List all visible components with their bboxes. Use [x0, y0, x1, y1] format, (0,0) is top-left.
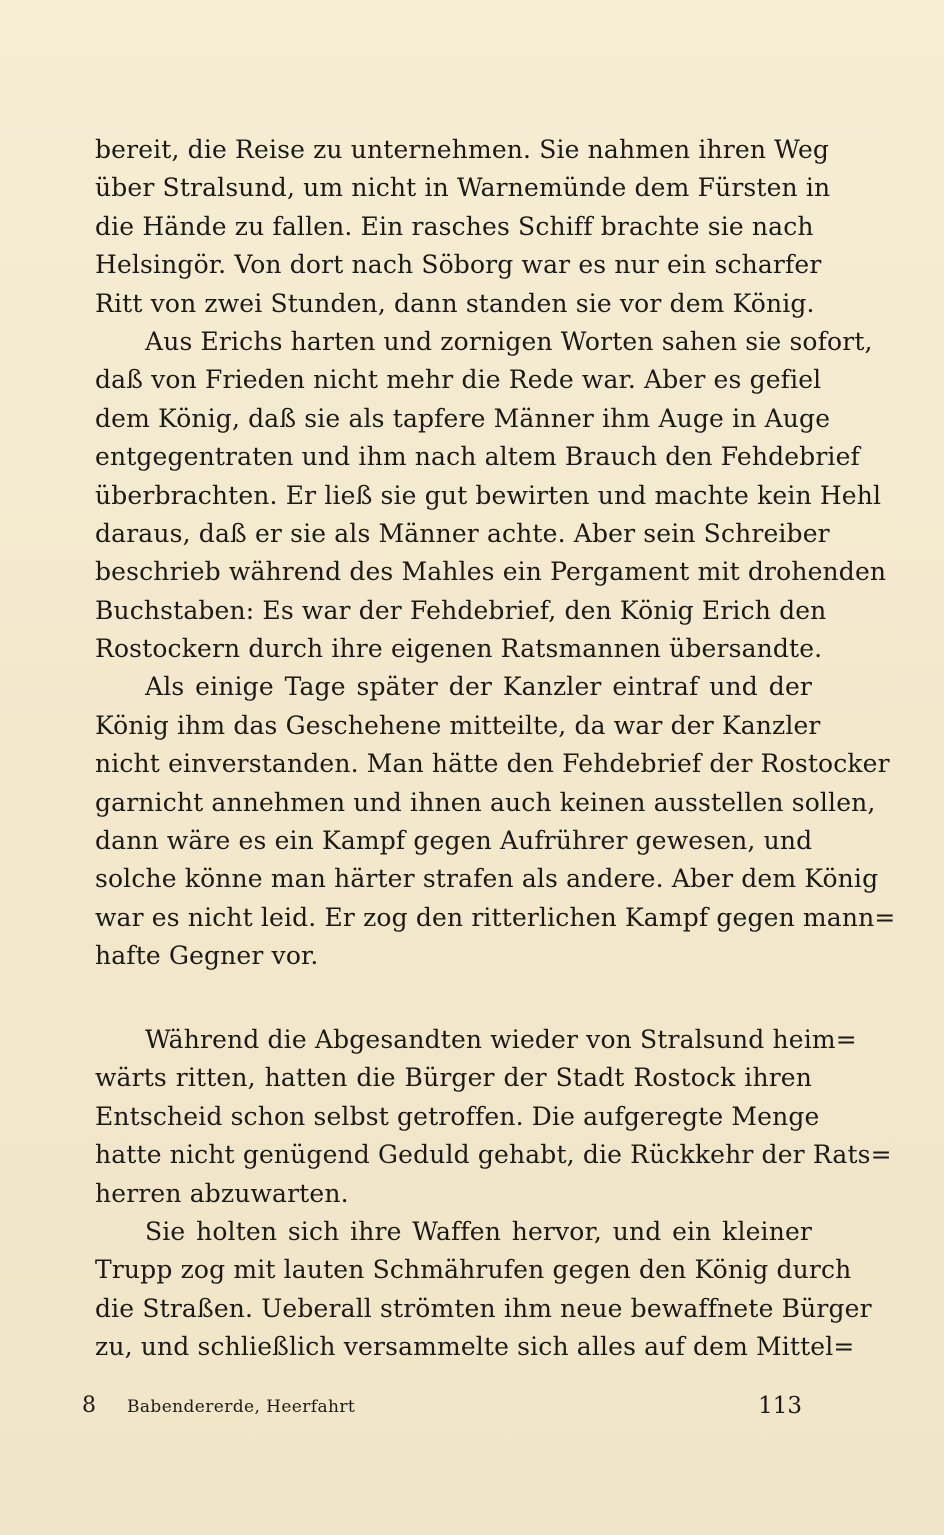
text-line: König ihm das Geschehene mitteilte, da war der Kanzler [95, 710, 821, 740]
text-line: solche könne man härter strafen als andere. Aber dem König [95, 864, 879, 894]
text-line: die Hände zu fallen. Ein rasches Schiff brachte sie nach [95, 211, 814, 241]
text-line: Aus Erichs harten und zornigen Worten sahen sie sofort, [145, 326, 873, 356]
text-line: Als einige Tage später der Kanzler eintraf und der [145, 672, 812, 702]
page-footer [82, 1391, 802, 1421]
text-line: daraus, daß er sie als Männer achte. Aber sein Schreiber [95, 518, 830, 548]
text-line: war es nicht leid. Er zog den ritterlichen Kampf gegen mann= [95, 902, 896, 932]
text-line: die Straßen. Ueberall strömten ihm neue bewaffnete Bürger [95, 1293, 872, 1323]
text-line: garnicht annehmen und ihnen auch keinen ausstellen sollen, [95, 787, 876, 817]
text-line: Trupp zog mit lauten Schmährufen gegen den König durch [95, 1255, 852, 1285]
text-line: herren abzuwarten. [95, 1178, 349, 1208]
text-line: dann wäre es ein Kampf gegen Aufrührer gewesen, und [95, 826, 813, 856]
text-line: Rostockern durch ihre eigenen Ratsmannen übersandte. [95, 634, 823, 664]
text-line: zu, und schließlich versammelte sich alles auf dem Mittel= [95, 1332, 855, 1362]
text-line: Helsingör. Von dort nach Söborg war es nur ein scharfer [95, 250, 822, 280]
text-line: daß von Frieden nicht mehr die Rede war. Aber es gefiel [95, 365, 822, 395]
section-1 [95, 131, 896, 976]
text-line: über Stralsund, um nicht in Warnemünde dem Fürsten in [95, 173, 831, 203]
text-line: hatte nicht genügend Geduld gehabt, die Rückkehr der Rats= [95, 1140, 892, 1170]
text-line: Ritt von zwei Stunden, dann standen sie vor dem König. [95, 288, 815, 318]
text-line: Entscheid schon selbst getroffen. Die aufgeregte Menge [95, 1101, 820, 1131]
text-line: hafte Gegner vor. [95, 941, 319, 971]
text-line: Buchstaben: Es war der Fehdebrief, den König Erich den [95, 595, 827, 625]
text-line: überbrachten. Er ließ sie gut bewirten und machte kein Hehl [95, 480, 882, 510]
signature-mark: 8 [82, 1393, 96, 1418]
text-line: dem König, daß sie als tapfere Männer ihm Auge in Auge [95, 403, 831, 433]
page-number: 113 [758, 1393, 802, 1419]
text-line: Während die Abgesandten wieder von Stralsund heim= [145, 1025, 857, 1054]
text-line: beschrieb während des Mahles ein Pergament mit drohenden [95, 557, 887, 587]
section-2 [95, 1021, 892, 1367]
text-line: wärts ritten, hatten die Bürger der Stadt Rostock ihren [95, 1063, 812, 1093]
text-line: Sie holten sich ihre Waffen hervor, und ein kleiner [145, 1216, 812, 1246]
book-title: Babendererde, Heerfahrt [127, 1397, 356, 1417]
text-line: entgegentraten und ihm nach altem Brauch den Fehdebrief [95, 442, 860, 472]
text-line: nicht einverstanden. Man hätte den Fehdebrief der Rostocker [95, 749, 890, 779]
text-line: bereit, die Reise zu unternehmen. Sie nahmen ihren Weg [95, 135, 830, 164]
